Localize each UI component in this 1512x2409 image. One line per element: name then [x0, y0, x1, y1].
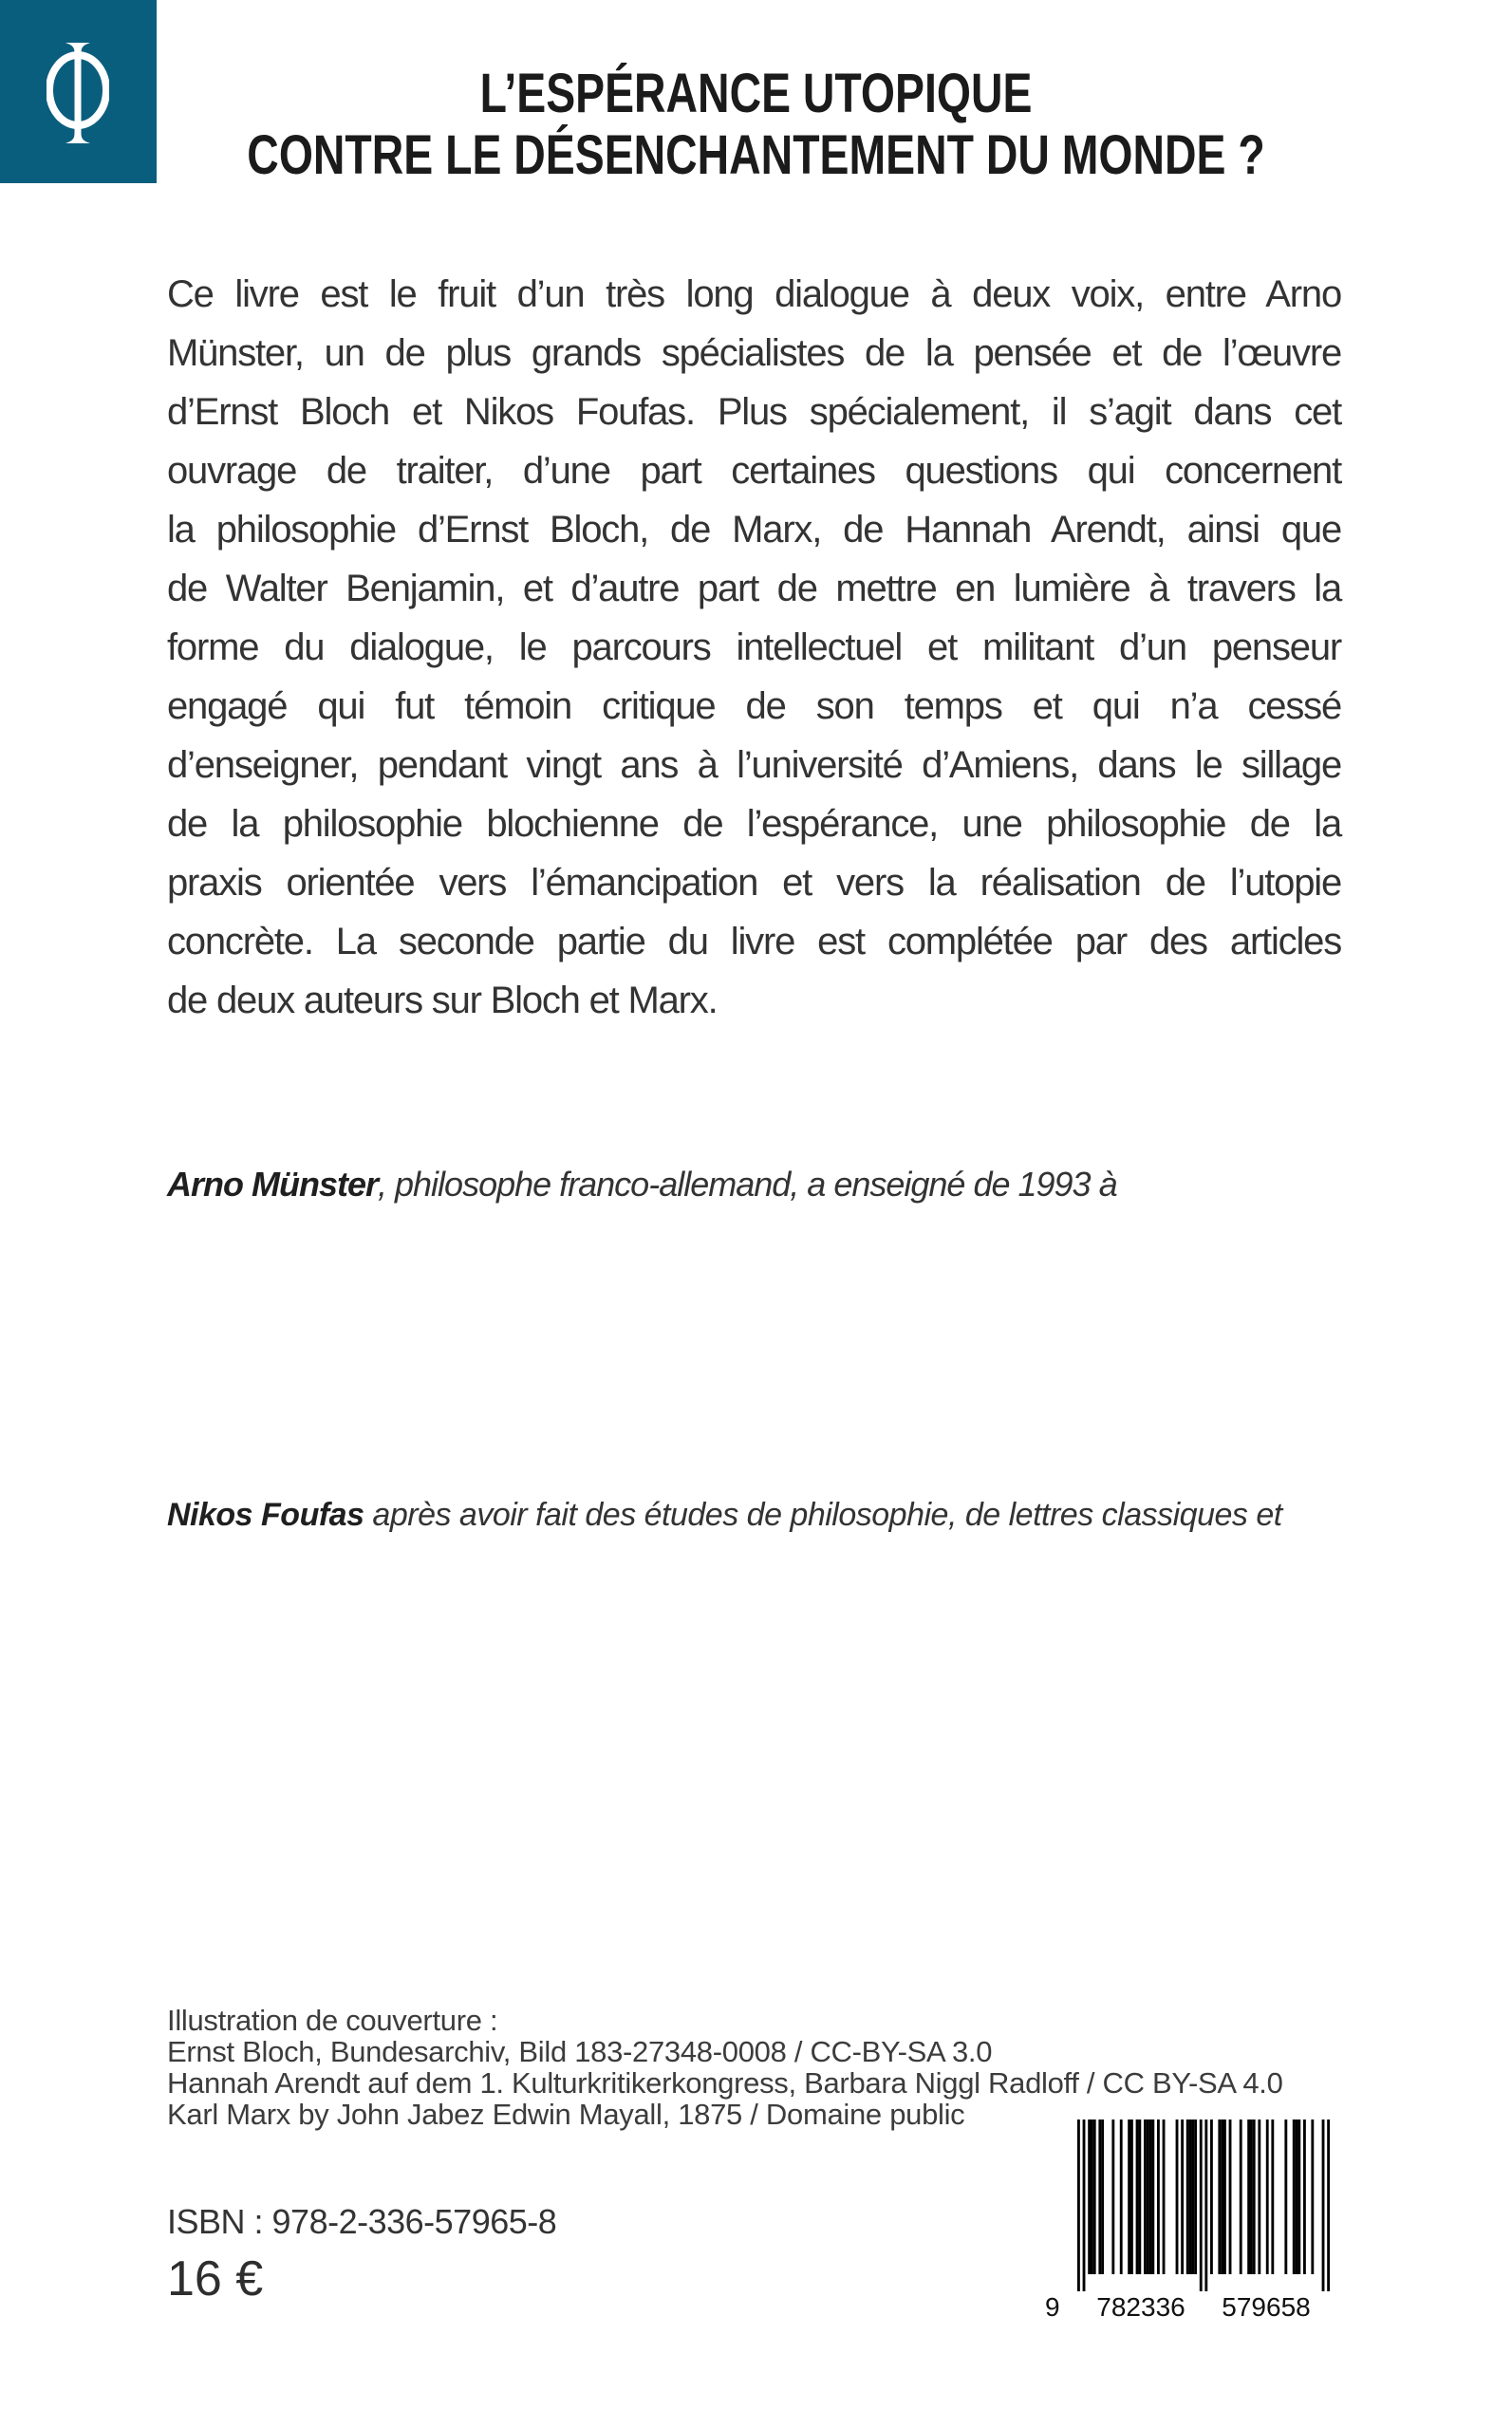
isbn-text: ISBN : 978-2-336-57965-8	[167, 2202, 557, 2241]
text-line: Ernst Bloch, Bundesarchiv, Bild 183-27348-0008 / CC-BY-SA 3.0	[167, 2035, 993, 2068]
text-line: praxis orientée vers l’émancipation et vers la réalisation de l’utopie	[167, 862, 1341, 904]
text-line: Karl Marx by John Jabez Edwin Mayall, 1875 / Domaine public	[167, 2098, 965, 2131]
ean-barcode-bars	[1077, 2120, 1330, 2291]
book-title-line-1: L’ESPÉRANCE UTOPIQUE	[479, 63, 1033, 124]
ean-barcode	[1043, 2120, 1334, 2335]
text-line: de deux auteurs sur Bloch et Marx.	[167, 980, 718, 1021]
synopsis-paragraph	[167, 265, 1341, 1030]
price-text: 16 €	[167, 2251, 264, 2306]
bio-first-line	[167, 1491, 1341, 1539]
text-line: d’Ernst Bloch et Nikos Foufas. Plus spécialement, il s’agit dans cet	[167, 391, 1341, 433]
text-line: de Walter Benjamin, et d’autre part de mettre en lumière à travers la	[167, 568, 1341, 609]
author-name: Arno Münster	[167, 1165, 378, 1204]
bio-first-line-rest: après avoir fait des études de philosophie, de lettres classiques et	[364, 1497, 1282, 1533]
text-line: la philosophie d’Ernst Bloch, de Marx, de Hannah Arendt, ainsi que	[167, 509, 1341, 551]
barcode-right-digits: 579658	[1222, 2292, 1311, 2322]
text-line: Ce livre est le fruit d’un très long dialogue à deux voix, entre Arno	[167, 273, 1341, 315]
text-line: Münster, un de plus grands spécialistes de la pensée et de l’œuvre	[167, 332, 1341, 374]
credits-heading: Illustration de couverture :	[167, 2004, 498, 2037]
author-bio-arno-munster	[167, 1161, 1341, 1208]
text-line: d’enseigner, pendant vingt ans à l’université d’Amiens, dans le sillage	[167, 744, 1341, 786]
book-title-line-2: CONTRE LE DÉSENCHANTEMENT DU MONDE ?	[247, 124, 1265, 186]
text-line: concrète. La seconde partie du livre est complétée par des articles	[167, 921, 1341, 962]
bio-first-line-rest: , philosophe franco-allemand, a enseigné de 1993 à	[378, 1165, 1117, 1204]
bio-first-line	[167, 1161, 1341, 1208]
text-line: de la philosophie blochienne de l’espérance, une philosophie de la	[167, 803, 1341, 845]
text-line: engagé qui fut témoin critique de son temps et qui n’a cessé	[167, 685, 1341, 727]
barcode-prefix-digit: 9	[1045, 2292, 1060, 2322]
text-line: forme du dialogue, le parcours intellectuel et militant d’un penseur	[167, 626, 1341, 668]
author-bio-nikos-foufas	[167, 1491, 1341, 1539]
text-line: ouvrage de traiter, d’une part certaines questions qui concernent	[167, 450, 1341, 492]
book-title	[0, 63, 1512, 186]
cover-illustration-credits	[167, 2005, 1283, 2130]
text-line: Hannah Arendt auf dem 1. Kulturkritikerkongress, Barbara Niggl Radloff / CC BY-SA 4.0	[167, 2066, 1283, 2100]
author-name: Nikos Foufas	[167, 1497, 364, 1533]
barcode-left-digits: 782336	[1096, 2292, 1185, 2322]
credits-lines	[167, 2036, 1283, 2130]
